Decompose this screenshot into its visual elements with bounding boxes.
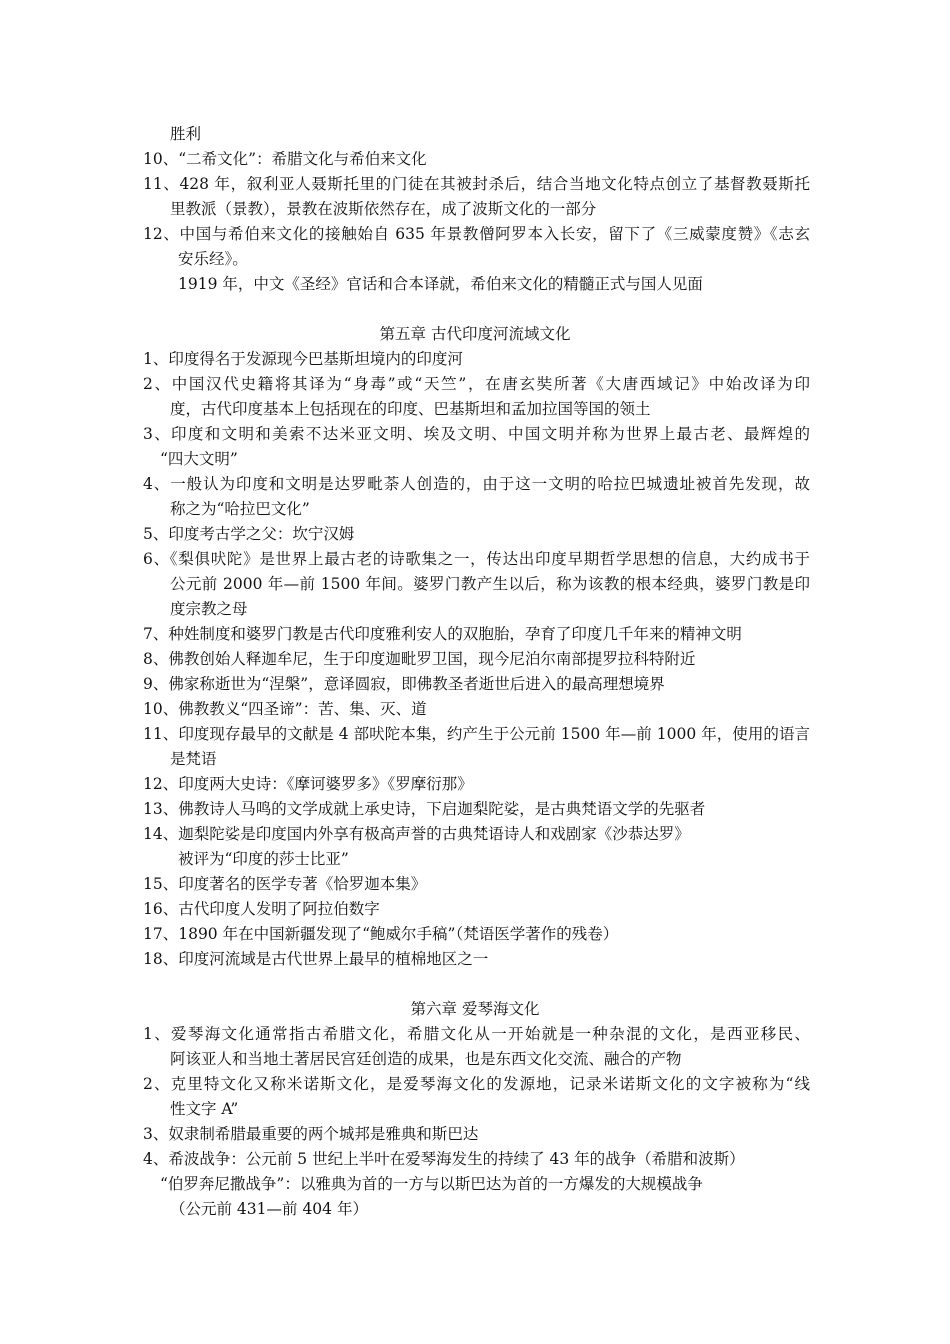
list-item: 14、迦梨陀娑是印度国内外享有极高声誉的古典梵语诗人和戏剧家《沙恭达罗》: [143, 825, 690, 843]
list-item-continuation: 公元前 2000 年—前 1500 年间。婆罗门教产生以后，称为该教的根本经典，婆罗门教是印: [170, 575, 810, 593]
list-item: 2、中国汉代史籍将其译为“身毒”或“天竺”，在唐玄奘所著《大唐西域记》中始改译为印: [143, 375, 810, 393]
list-item: 16、古代印度人发明了阿拉伯数字: [143, 900, 380, 918]
list-item: 11、印度现存最早的文献是 4 部吠陀本集，约产生于公元前 1500 年—前 1000 年，使用的语言: [143, 725, 810, 743]
list-item: 10、“二希文化”：希腊文化与希伯来文化: [143, 150, 427, 168]
list-item: 4、一般认为印度和文明是达罗毗荼人创造的，由于这一文明的哈拉巴城遗址被首先发现，故: [143, 475, 810, 493]
list-item-continuation: 被评为“印度的莎士比亚”: [178, 850, 349, 868]
list-item: 7、种姓制度和婆罗门教是古代印度雅利安人的双胞胎，孕育了印度几千年来的精神文明: [143, 625, 742, 643]
list-item-continuation: 是梵语: [170, 750, 217, 768]
list-item: 12、中国与希伯来文化的接触始自 635 年景教僧阿罗本入长安，留下了《三威蒙度赞》《志玄: [143, 225, 810, 243]
list-item: 13、佛教诗人马鸣的文学成就上承史诗，下启迦梨陀娑，是古典梵语文学的先驱者: [143, 800, 706, 818]
section-gap: [0, 972, 950, 997]
list-item: 3、奴隶制希腊最重要的两个城邦是雅典和斯巴达: [143, 1125, 479, 1143]
list-item: 12、印度两大史诗：《摩诃婆罗多》《罗摩衍那》: [143, 775, 473, 793]
list-item-continuation: 1919 年，中文《圣经》官话和合本译就，希伯来文化的精髓正式与国人见面: [178, 275, 703, 293]
chapter-title: 第六章 爱琴海文化: [410, 1000, 540, 1018]
text-line: 胜利: [170, 125, 202, 143]
list-item-continuation: 里教派（景教），景教在波斯依然存在，成了波斯文化的一部分: [170, 200, 597, 218]
document-body: [0, 122, 950, 1222]
list-item: 3、印度和文明和美索不达米亚文明、埃及文明、中国文明并称为世界上最古老、最辉煌的: [143, 425, 810, 443]
list-item: 9、佛家称逝世为“涅槃”，意译圆寂，即佛教圣者逝世后进入的最高理想境界: [143, 675, 665, 693]
list-item: 10、佛教教义“四圣谛”：苦、集、灭、道: [143, 700, 427, 718]
chapter-title: 第五章 古代印度河流域文化: [379, 325, 571, 343]
list-item: 11、428 年，叙利亚人聂斯托里的门徒在其被封杀后，结合当地文化特点创立了基督教聂斯托: [143, 175, 810, 193]
list-item: 1、爱琴海文化通常指古希腊文化，希腊文化从一开始就是一种杂混的文化，是西亚移民、: [143, 1025, 810, 1043]
list-item-continuation: 称之为“哈拉巴文化”: [170, 500, 310, 518]
list-item-continuation: 度，古代印度基本上包括现在的印度、巴基斯坦和孟加拉国等国的领土: [170, 400, 651, 418]
list-item-continuation: 度宗教之母: [170, 600, 248, 618]
list-item: 1、印度得名于发源现今巴基斯坦境内的印度河: [143, 350, 463, 368]
list-item: 8、佛教创始人释迦牟尼，生于印度迦毗罗卫国，现今尼泊尔南部提罗拉科特附近: [143, 650, 696, 668]
list-item: 18、印度河流域是古代世界上最早的植棉地区之一: [143, 950, 489, 968]
list-item: 6、《梨俱吠陀》是世界上最古老的诗歌集之一，传达出印度早期哲学思想的信息，大约成书于: [143, 550, 810, 568]
section-gap: [0, 297, 950, 322]
list-item-continuation: 安乐经》。: [178, 250, 248, 268]
list-item: 15、印度著名的医学专著《恰罗迦本集》: [143, 875, 427, 893]
list-item: 4、希波战争：公元前 5 世纪上半叶在爱琴海发生的持续了 43 年的战争（希腊和波斯）: [143, 1150, 745, 1168]
list-item-continuation: 阿该亚人和当地土著居民宫廷创造的成果，也是东西文化交流、融合的产物: [170, 1050, 682, 1068]
list-item-continuation: “伯罗奔尼撒战争”：以雅典为首的一方与以斯巴达为首的一方爆发的大规模战争: [160, 1175, 703, 1193]
list-item-continuation: （公元前 431—前 404 年）: [170, 1200, 368, 1218]
list-item: 17、1890 年在中国新疆发现了“鲍威尔手稿”（梵语医学著作的残卷）: [143, 925, 619, 943]
list-item: 2、克里特文化又称米诺斯文化，是爱琴海文化的发源地，记录米诺斯文化的文字被称为“线: [143, 1075, 810, 1093]
list-item: 5、印度考古学之父：坎宁汉姆: [143, 525, 355, 543]
list-item-continuation: 性文字 A”: [170, 1100, 239, 1118]
list-item-continuation: “四大文明”: [160, 450, 238, 468]
